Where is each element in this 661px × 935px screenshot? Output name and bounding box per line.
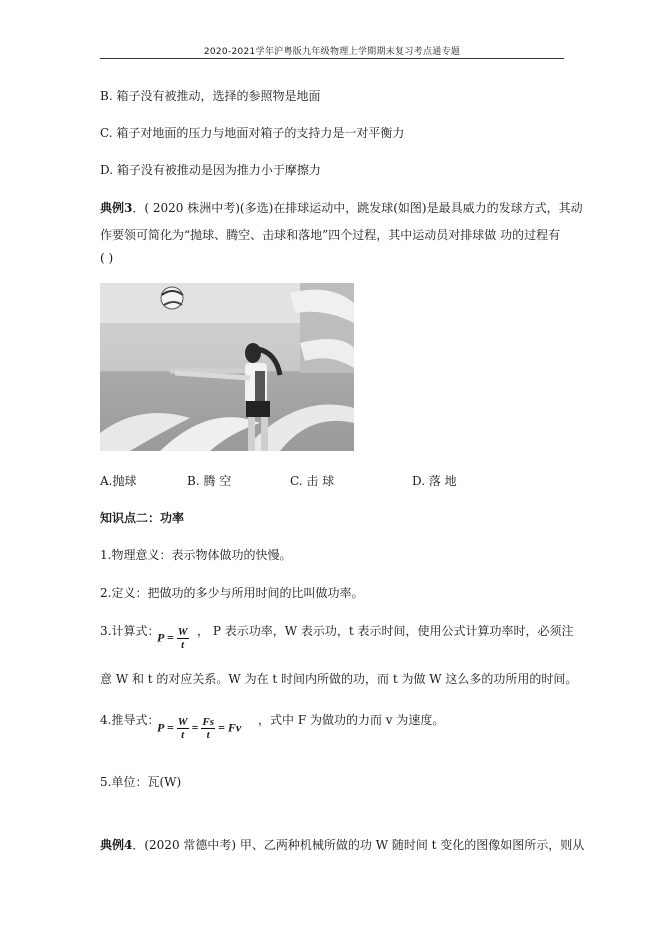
example4-text: ．(2020 常德中考) 甲、乙两种机械所做的功 W 随时间 t 变化的图像如图所示，则从 xyxy=(132,838,585,852)
section2-item3-line2: 意 W 和 t 的对应关系。W 为在 t 时间内所做的功，而 t 为做 W 这么多的功所用的时间。 xyxy=(100,672,578,686)
example3-option-a: A.抛球 xyxy=(100,474,137,488)
example4-line1 xyxy=(100,836,584,853)
formula-fv: Fv xyxy=(227,720,242,735)
section2-item3-prefix: 3.计算式： xyxy=(100,624,160,638)
power-formula xyxy=(157,626,189,651)
fraction-w-over-t xyxy=(177,626,189,651)
section2-item5: 5.单位：瓦(W) xyxy=(100,775,182,789)
page-header: 2020-2021学年沪粤版九年级物理上学期期末复习考点通专题 xyxy=(203,47,461,57)
example3-label: 典例3 xyxy=(100,201,133,215)
header-divider xyxy=(100,58,564,59)
option-c: C. 箱子对地面的压力与地面对箱子的支持力是一对平衡力 xyxy=(100,126,405,140)
formula-p: P xyxy=(157,630,164,645)
section2-item2: 2.定义：把做功的多少与所用时间的比叫做功率。 xyxy=(100,586,364,600)
numerator-fs: Fs xyxy=(202,716,214,728)
option-b: B. 箱子没有被推动，选择的参照物是地面 xyxy=(100,89,321,103)
example3-option-d: D. 落 地 xyxy=(412,474,457,488)
fraction-fs-over-t xyxy=(201,716,215,741)
example4-label: 典例4 xyxy=(100,838,133,852)
denominator-t-2: t xyxy=(181,729,185,741)
example3-option-c: C. 击 球 xyxy=(290,474,335,488)
formula-eq4: = xyxy=(217,720,225,735)
example3-line3: ( ) xyxy=(100,251,114,265)
section2-item4-text: ，式中 F 为做功的力而 v 为速度。 xyxy=(258,713,445,727)
section2-title: 知识点二：功率 xyxy=(100,511,185,525)
formula-p2: P xyxy=(157,720,164,735)
option-d: D. 箱子没有被推动是因为推力小于摩擦力 xyxy=(100,163,321,177)
example3-option-b: B. 腾 空 xyxy=(187,474,232,488)
section2-item4-prefix: 4.推导式： xyxy=(100,713,160,727)
numerator-w: W xyxy=(177,626,188,638)
numerator-w-2: W xyxy=(177,716,188,728)
formula-eq: = xyxy=(166,630,174,645)
derived-formula xyxy=(157,716,241,741)
fraction-w-over-t-2 xyxy=(177,716,189,741)
denominator-t: t xyxy=(181,639,185,651)
volleyball-photo xyxy=(100,283,354,451)
denominator-t-3: t xyxy=(206,729,210,741)
section2-item1: 1.物理意义：表示物体做功的快慢。 xyxy=(100,548,292,562)
formula-eq2: = xyxy=(166,720,174,735)
example3-text1: ．( 2020 株洲中考)(多选)在排球运动中，跳发球(如图)是最具威力的发球方式，其动 xyxy=(132,201,583,215)
formula-eq3: = xyxy=(191,720,199,735)
example3-line1 xyxy=(100,199,583,216)
example3-line2: 作要领可简化为“抛球、腾空、击球和落地”四个过程，其中运动员对排球做 功的过程有 xyxy=(100,228,561,242)
section2-item3-text: ， P 表示功率，W 表示功，t 表示时间，使用公式计算功率时，必须注 xyxy=(197,624,574,638)
